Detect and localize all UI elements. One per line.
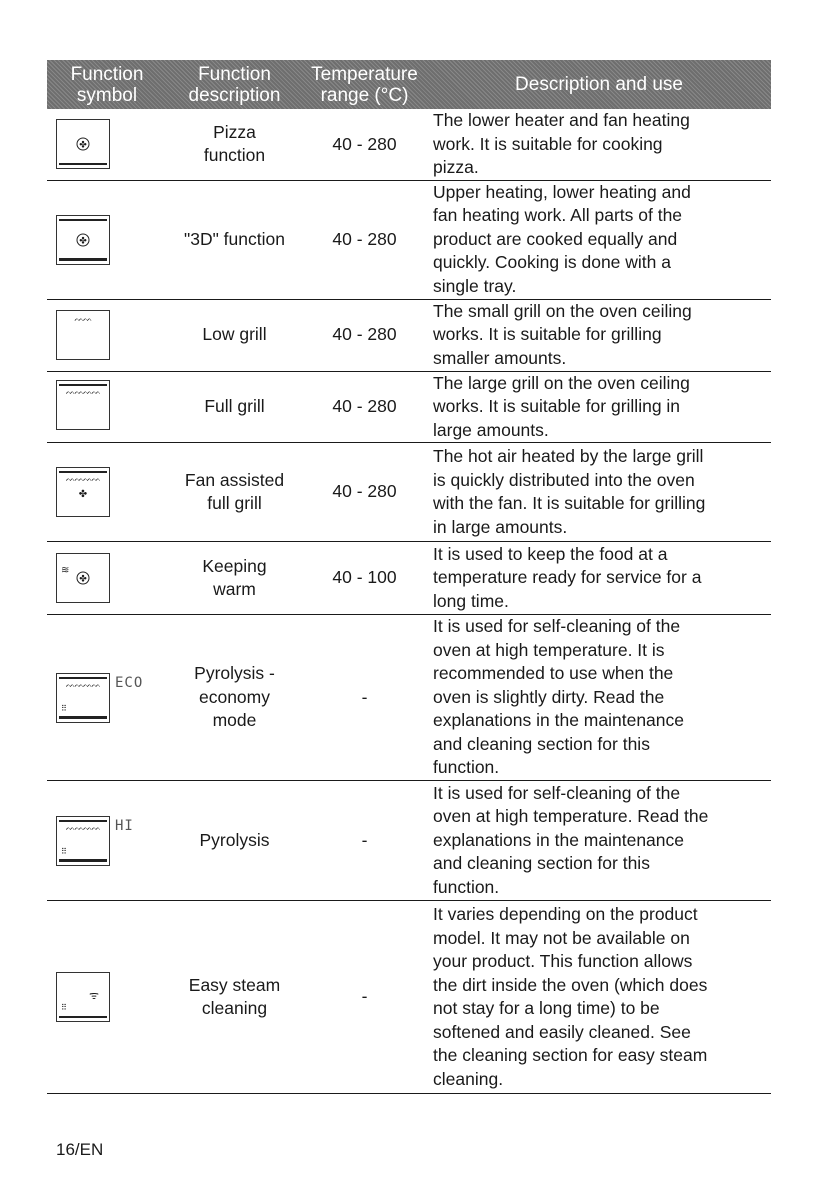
oven-functions-table — [47, 60, 771, 1094]
temperature-range: - — [302, 901, 427, 1094]
pizza-function-icon: ✤ — [56, 119, 110, 169]
table-row — [47, 542, 771, 615]
3d-function-icon: ✤ — [56, 215, 110, 265]
symbol-cell — [47, 109, 167, 180]
temperature-range: 40 - 280 — [302, 180, 427, 299]
function-name: Full grill — [167, 371, 302, 443]
function-name: Keeping warm — [167, 542, 302, 615]
function-name: Pyrolysis - economy mode — [167, 615, 302, 781]
table-row — [47, 371, 771, 443]
function-description: The large grill on the oven ceiling works. It is suitable for grilling in large amounts. — [427, 371, 771, 443]
page-number: 16/EN — [56, 1140, 104, 1159]
pyrolysis-icon: ᨓᨓᨓᨓ ⠿ — [56, 816, 110, 866]
symbol-cell — [47, 615, 167, 781]
function-name: "3D" function — [167, 180, 302, 299]
function-description: It is used to keep the food at a temperature ready for service for a long time. — [427, 542, 771, 615]
table-row — [47, 299, 771, 371]
function-description: The hot air heated by the large grill is quickly distributed into the oven with the fan. It is suitable for grilling in large amounts. — [427, 443, 771, 542]
function-description: It varies depending on the product model. It may not be available on your product. This function allows the dirt inside the oven (which does not stay for a long time) to be softened and easily cleaned. See the cleaning section for easy steam cleaning. — [427, 901, 771, 1094]
symbol-cell — [47, 180, 167, 299]
symbol-cell — [47, 299, 167, 371]
symbol-cell — [47, 901, 167, 1094]
table-row — [47, 901, 771, 1094]
temperature-range: 40 - 100 — [302, 542, 427, 615]
function-name: Pyrolysis — [167, 781, 302, 901]
table-row — [47, 443, 771, 542]
temperature-range: 40 - 280 — [302, 299, 427, 371]
header-temperature-range: Temperature range (°C) — [311, 63, 418, 106]
table-row — [47, 109, 771, 180]
table-row — [47, 781, 771, 901]
function-description: Upper heating, lower heating and fan heating work. All parts of the product are cooked equally and quickly. Cooking is done with a single tray. — [427, 180, 771, 299]
function-description: It is used for self-cleaning of the oven at high temperature. Read the explanations in the maintenance and cleaning section for this function. — [427, 781, 771, 901]
header-function-symbol: Function symbol — [70, 63, 144, 106]
table-header — [47, 60, 771, 109]
keeping-warm-icon: ≋ ✤ — [56, 553, 110, 603]
function-name: Easy steam cleaning — [167, 901, 302, 1094]
temperature-range: 40 - 280 — [302, 371, 427, 443]
function-description: It is used for self-cleaning of the oven at high temperature. It is recommended to use when the oven is slightly dirty. Read the explanations in the maintenance and cleaning section for this function. — [427, 615, 771, 781]
eco-display: ECO — [115, 674, 144, 691]
temperature-range: 40 - 280 — [302, 109, 427, 180]
symbol-cell — [47, 542, 167, 615]
table-row — [47, 615, 771, 781]
hi-display: HI — [115, 817, 134, 834]
header-description-use: Description and use — [515, 74, 683, 95]
table-row — [47, 180, 771, 299]
function-name: Low grill — [167, 299, 302, 371]
symbol-cell — [47, 443, 167, 542]
temperature-range: - — [302, 781, 427, 901]
function-name: Pizza function — [167, 109, 302, 180]
temperature-range: - — [302, 615, 427, 781]
temperature-range: 40 - 280 — [302, 443, 427, 542]
symbol-cell — [47, 371, 167, 443]
full-grill-icon: ᨓᨓᨓᨓ — [56, 380, 110, 430]
easy-steam-cleaning-icon: ᯤ ⠿ — [56, 972, 110, 1022]
header-function-description: Function description — [188, 63, 281, 106]
symbol-cell — [47, 781, 167, 901]
function-name: Fan assisted full grill — [167, 443, 302, 542]
low-grill-icon: ᨓᨓ — [56, 310, 110, 360]
fan-assisted-full-grill-icon: ᨓᨓᨓᨓ ✤ — [56, 467, 110, 517]
function-description: The lower heater and fan heating work. It is suitable for cooking pizza. — [427, 109, 771, 180]
function-description: The small grill on the oven ceiling works. It is suitable for grilling smaller amounts. — [427, 299, 771, 371]
pyrolysis-eco-icon: ᨓᨓᨓᨓ ⠿ — [56, 673, 110, 723]
